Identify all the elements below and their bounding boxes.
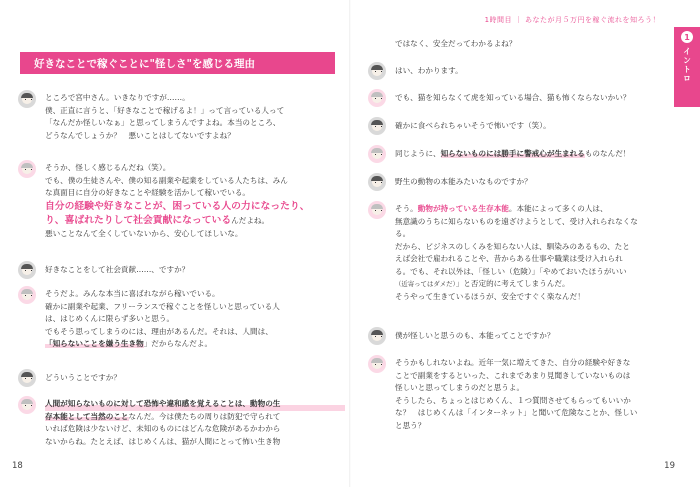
chapter-number: 1 [681,31,693,43]
teacher-avatar-icon [18,286,36,304]
dialogue-text: でも、猫を知らなくて虎を知っている場合、猫も怖くならないかい？ [395,93,631,102]
highlight-text: 知らないものには勝手に警戒心が生まれる [440,149,585,158]
dialogue-text: そうだよ。みんな本当に喜ばれながら稼いでいる。 確かに副業や起業、フリーランスで稼ぐことを怪しいと思っている人 は、はじめくんに限らず多いと思う。 でもそう思ってしまうのには、理由があるんだ。それは、人間は、 「知らないことを嫌う生き物」だからなんだよ。 [45,289,280,348]
highlight-text: 「知らないことを嫌う生き物 [45,339,144,348]
highlight-text: 人間が知らないものに対して恐怖や違和感を覚えることは、動物の生 [45,398,345,411]
dialogue-text: 好きなことをして社会貢献……、ですか？ [45,265,190,274]
page-number: 18 [12,461,23,471]
student-avatar-icon [368,327,386,345]
dialogue-text: 僕が怪しいと思うのも、本能ってことですか？ [395,331,555,340]
dialogue-text: そう。動物が持っている生存本能。本能によって多くの人は、 無意識のうちに知らないものを遠ざけようとして、受け入れられなくな る。 だから、ビジネスのしくみを知らない人は、馴染みのあるもの、たと えば会社で雇われることや、昔からある仕事や職業は受け入れられ る。でも、それ以外は、「怪しい（危険）」「やめておいたほうがいい （近寄ってはダメだ）」と否定的に考えてしまうんだ。 そうやって生きているほうが、安全ですぐく楽なんだ！ [395,204,638,301]
student-avatar-icon [18,369,36,387]
teacher-avatar-icon [368,89,386,107]
dialogue-text: そうか、怪しく感じるんだね（笑）。 でも、僕の生徒さんや、僕の知る副業や起業をしている人たちは、みん な真面目に自分の好きなことや経験を活かして稼いでいる。 自分の経験や好きなことが、困っている人の力になったり、 り、喜ばれたりして社会貢献になっているんだよね。 悪いことなんて全くしていないから、安心してほしいな。 [45,162,345,240]
dialogue-text: 確かに食べられちゃいそうで怖いです（笑）。 [395,121,551,130]
running-head: 1時間目 ｜ あなたが月５万円を稼ぐ流れを知ろう！ [484,16,660,24]
highlight-text: 動物が持っている生存本能 [417,204,509,213]
student-avatar-icon [18,261,36,279]
dialogue-text: 同じように、知らないものには勝手に警戒心が生まれるものなんだ！ [395,149,631,158]
section-title-banner [20,52,335,74]
teacher-avatar-icon [18,160,36,178]
student-avatar-icon [368,117,386,135]
student-avatar-icon [18,90,36,108]
teacher-avatar-icon [368,355,386,373]
highlight-text: り、喜ばれたりして社会貢献になっている [45,214,232,226]
teacher-avatar-icon [368,201,386,219]
student-avatar-icon [368,173,386,191]
dialogue-text: ところで宮中さん。いきなりですが……。 僕、正直に言うと、「好きなことで稼げるよ！」って言っている人って 「なんだか怪しいなぁ」と思ってしまうんですよね。本当のところ、 どうなんでしょうか？ 悪いことはしてないですよね？ [45,93,285,140]
teacher-avatar-icon [368,145,386,163]
chapter-label: イントロ [682,47,692,83]
teacher-avatar-icon [18,396,36,414]
dialogue-text: そうかもしれないよね。近年一気に増えてきた、自分の経験や好きな ことで副業をするといった、これまであまり見聞きしていないものは 怪しいと思ってしまうのだと思うよ。 そうしたら、ちょっとはじめくん、１つ質問させてもらってもいいか な？ はじめくんは「インターネット」と聞いて危険なことか、怪しい と思う？ [395,358,638,430]
highlight-text: 自分の経験や好きなことが、困っている人の力になったり、 [45,200,310,212]
dialogue-text: どういうことですか？ [45,373,121,382]
highlight-text: 存本能として当然のこと [45,411,129,421]
section-title: 好きなことで稼ぐことに"怪しさ"を感じる理由 [34,57,255,70]
dialogue-text: はい、わかります。 [395,66,463,75]
dialogue-text: 野生の動物の本能みたいなものですか？ [395,177,532,186]
student-avatar-icon [368,62,386,80]
dialogue-text: ではなく、安全だってわかるよね？ [395,39,517,48]
page-number: 19 [664,461,675,471]
dialogue-text: 人間が知らないものに対して恐怖や違和感を覚えることは、動物の生 存本能として当然のことなんだ。今は僕たちの周りは防犯で守られて いれば危険は少ないけど、未知のものにはどんな危険があるかわから ないからね。たとえば、はじめくんは、猫が人間にとって怖い生き物 [45,398,345,448]
right-page [350,0,700,487]
